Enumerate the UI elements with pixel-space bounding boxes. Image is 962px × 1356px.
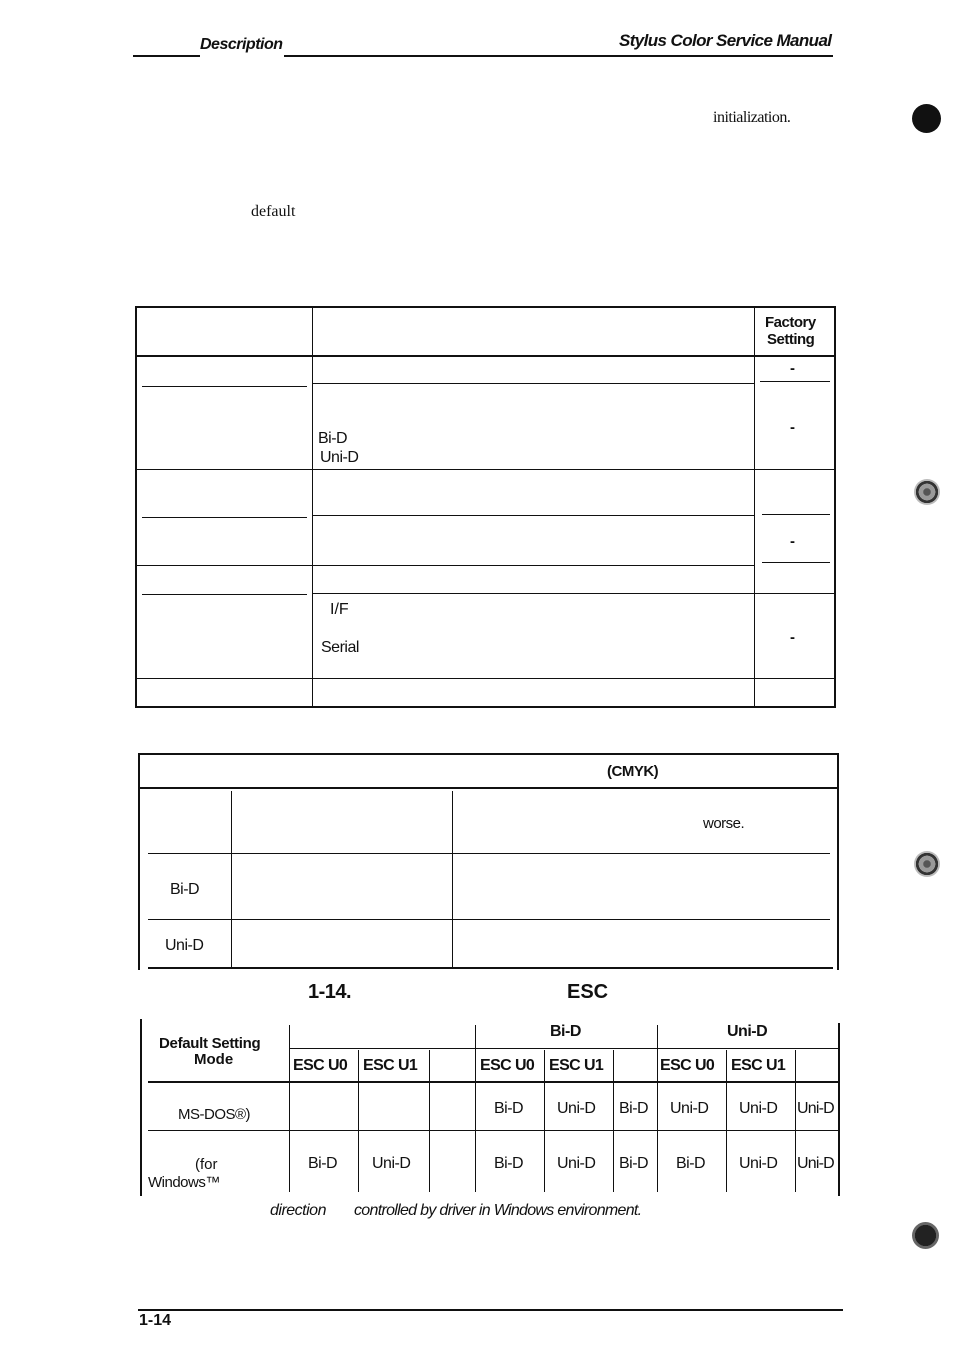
table3-row1-c5: Uni-D [557,1100,596,1117]
table1-mark-4: - [790,629,795,646]
table3-col-esc-u0-2: ESC U0 [480,1057,535,1074]
header-rule-right [284,55,833,57]
table1-bid: Bi-D [318,430,348,447]
table3-caption-number: 1-14. [308,981,352,1003]
note-controlled: controlled by driver in Windows environment. [354,1202,642,1219]
table2-unid: Uni-D [165,937,204,954]
table1-header-setting: Setting [767,331,815,348]
footer-page-number: 1-14 [139,1312,172,1329]
margin-speck-3 [912,1222,939,1249]
table1-mark-1: - [790,360,795,377]
table1-if: I/F [330,601,349,618]
table3-row1-c8: Uni-D [739,1100,778,1117]
table1-header-factory: Factory [765,314,816,331]
table2-cmyk: (CMYK) [607,763,659,780]
table3-row1-c9: Uni-D [797,1100,834,1117]
table3-row1-c4: Bi-D [494,1100,524,1117]
table3-group-bid: Bi-D [550,1023,581,1040]
note-direction: direction [270,1202,326,1219]
punch-hole-mark [912,104,941,133]
table1-mark-2: - [790,419,795,436]
table3-col-esc-u0-3: ESC U0 [660,1057,715,1074]
table3-row2-c8: Uni-D [739,1155,778,1172]
table1-mark-3: - [790,533,795,550]
table3-row1-label: MS-DOS®) [178,1106,251,1123]
table3-row2-c4: Bi-D [494,1155,524,1172]
table3-row1-c6: Bi-D [619,1100,649,1117]
table3-col-esc-u0-1: ESC U0 [293,1057,348,1074]
table3-caption-esc: ESC [567,981,609,1003]
footer-rule [138,1309,843,1311]
table3-row2-label-b: Windows™ [148,1174,220,1191]
table3-row2-c2: Uni-D [372,1155,411,1172]
table3-col-esc-u1-3: ESC U1 [731,1057,786,1074]
table3-row1-c7: Uni-D [670,1100,709,1117]
body-initialization: initialization. [713,109,791,126]
table3-col-esc-u1-1: ESC U1 [363,1057,418,1074]
header-title: Stylus Color Service Manual [619,31,832,50]
header-rule-left [133,55,200,57]
margin-speck-2 [914,851,940,877]
table3-corner-line2: Mode [194,1051,234,1068]
table3-corner-line1: Default Setting [159,1035,261,1052]
table3-group-unid: Uni-D [727,1023,768,1040]
table3-row2-c9: Uni-D [797,1155,834,1172]
body-default: default [251,203,296,220]
table3-row2-c7: Bi-D [676,1155,706,1172]
table3-row2-label-a: (for [195,1156,218,1173]
table1-unid: Uni-D [320,449,359,466]
table3-row2-c5: Uni-D [557,1155,596,1172]
table2-worse: worse. [703,815,745,832]
table2-bid: Bi-D [170,881,200,898]
table3-col-esc-u1-2: ESC U1 [549,1057,604,1074]
header-section: Description [200,36,283,53]
table1-serial: Serial [321,639,359,656]
table3-row2-c6: Bi-D [619,1155,649,1172]
margin-speck-1 [914,479,940,505]
table3-row2-c1: Bi-D [308,1155,338,1172]
